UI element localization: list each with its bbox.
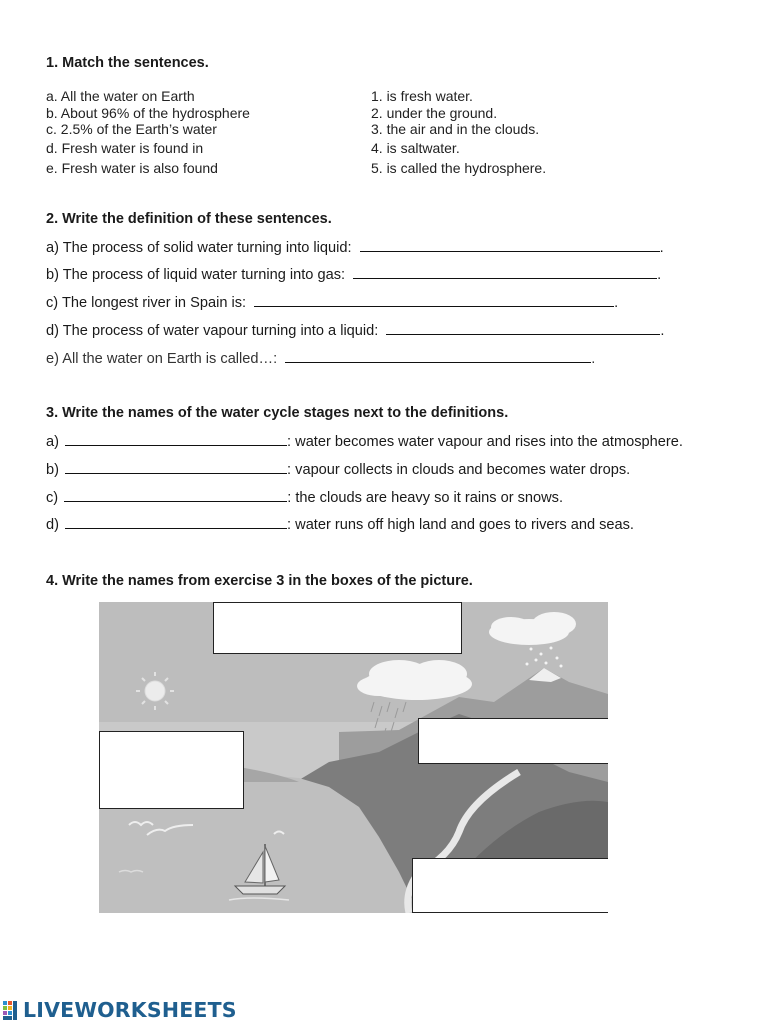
exercise-1-title: 1. Match the sentences. xyxy=(46,55,209,71)
liveworksheets-logo-icon xyxy=(2,999,20,1021)
brand-name: LIVEWORKSHEETS xyxy=(23,998,237,1022)
exercise-4-title: 4. Write the names from exercise 3 in the boxes of the picture. xyxy=(46,573,473,589)
sun-icon xyxy=(145,681,165,701)
exercise-2-title: 2. Write the definition of these sentences. xyxy=(46,211,332,227)
stage-letter: a) xyxy=(46,434,59,450)
definition-prompt: b) The process of liquid water turning into gas: xyxy=(46,267,346,283)
answer-box-top[interactable] xyxy=(213,602,462,654)
answer-blank[interactable] xyxy=(386,322,660,335)
answer-box-left[interactable] xyxy=(99,731,244,809)
liveworksheets-logo[interactable] xyxy=(2,997,237,1023)
stage-row-b xyxy=(46,461,630,478)
answer-box-bottom[interactable] xyxy=(412,858,608,913)
stage-row-d xyxy=(46,516,634,533)
exercise-3-title: 3. Write the names of the water cycle stages next to the definitions. xyxy=(46,405,509,421)
definition-prompt: a) The process of solid water turning into liquid: xyxy=(46,240,352,256)
match-right-4: 4. is saltwater. xyxy=(371,140,460,156)
stage-definition: : water becomes water vapour and rises into the atmosphere. xyxy=(287,434,683,450)
match-left-e: e. Fresh water is also found xyxy=(46,160,218,176)
match-left-a: a. All the water on Earth xyxy=(46,88,195,104)
definition-prompt: c) The longest river in Spain is: xyxy=(46,295,247,311)
match-left-b: b. About 96% of the hydrosphere xyxy=(46,105,250,121)
answer-blank[interactable] xyxy=(254,294,614,307)
stage-definition: : vapour collects in clouds and becomes water drops. xyxy=(287,462,631,478)
stage-letter: d) xyxy=(46,517,59,533)
match-right-3: 3. the air and in the clouds. xyxy=(371,121,540,137)
stage-row-a xyxy=(46,433,683,450)
definition-prompt: e) All the water on Earth is called…: xyxy=(46,351,278,367)
answer-blank[interactable] xyxy=(285,350,591,363)
definition-row-c: c) The longest river in Spain is: . xyxy=(46,295,619,311)
definition-row-a: a) The process of solid water turning into liquid: . xyxy=(46,240,664,256)
stage-row-c xyxy=(46,489,563,506)
definition-row-b: b) The process of liquid water turning into gas: . xyxy=(46,267,662,283)
answer-blank[interactable] xyxy=(65,461,287,474)
match-right-5: 5. is called the hydrosphere. xyxy=(371,160,547,176)
answer-blank[interactable] xyxy=(65,433,287,446)
answer-box-right[interactable] xyxy=(418,718,608,764)
definition-prompt: d) The process of water vapour turning into a liquid: xyxy=(46,323,379,339)
match-left-c: c. 2.5% of the Earth’s water xyxy=(46,121,217,137)
match-left-d: d. Fresh water is found in xyxy=(46,140,204,156)
answer-blank[interactable] xyxy=(65,516,287,529)
answer-blank[interactable] xyxy=(360,239,660,252)
definition-row-e: e) All the water on Earth is called…: . xyxy=(46,351,596,367)
stage-definition: : the clouds are heavy so it rains or snows. xyxy=(287,490,564,506)
stage-definition: : water runs off high land and goes to rivers and seas. xyxy=(287,517,634,533)
answer-blank[interactable] xyxy=(64,489,287,502)
match-right-1: 1. is fresh water. xyxy=(371,88,473,104)
water-cycle-picture xyxy=(99,602,608,913)
stage-letter: b) xyxy=(46,462,59,478)
stage-letter: c) xyxy=(46,490,59,506)
answer-blank[interactable] xyxy=(353,266,657,279)
match-right-2: 2. under the ground. xyxy=(371,105,498,121)
definition-row-d: d) The process of water vapour turning into a liquid: . xyxy=(46,323,665,339)
